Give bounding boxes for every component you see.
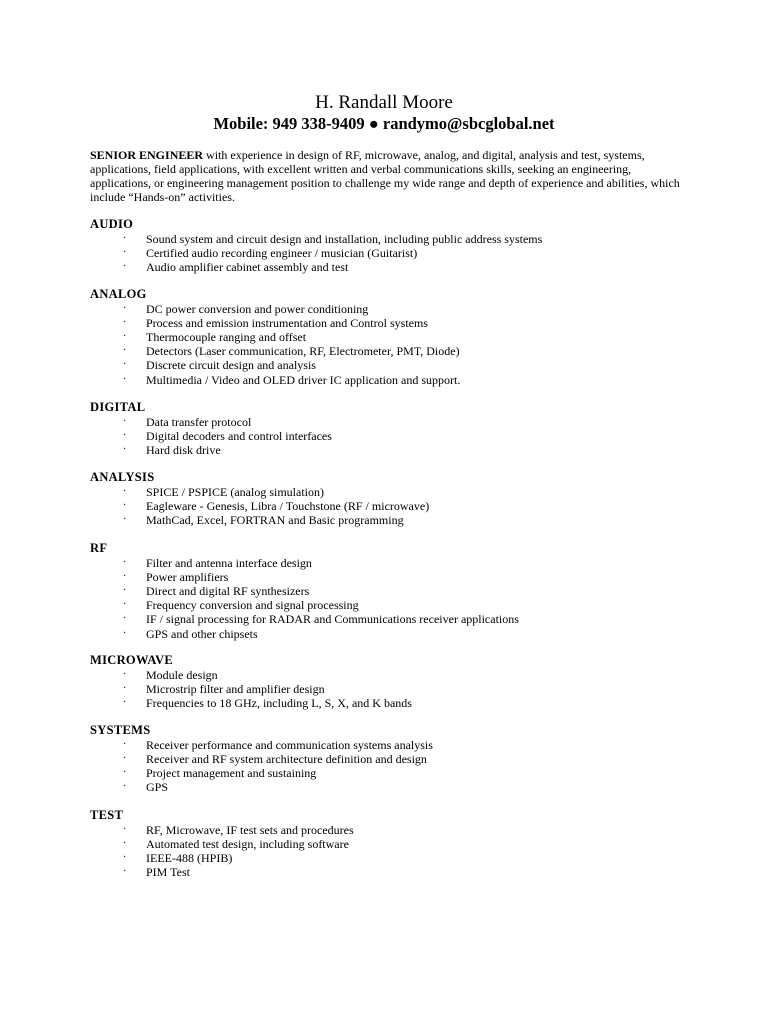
bullet-icon: ·: [123, 571, 127, 583]
section-title-audio: AUDIO: [90, 217, 134, 231]
list-item-text: Hard disk drive: [146, 443, 221, 458]
list-item-text: Automated test design, including software: [146, 837, 349, 852]
list-item-text: Thermocouple ranging and offset: [146, 330, 307, 345]
bullet-icon: ·: [123, 767, 127, 779]
list-item-text: Data transfer protocol: [146, 415, 252, 429]
bullet-icon: ·: [123, 261, 127, 273]
list-item-text: GPS: [146, 780, 169, 795]
bullet-icon: ·: [123, 500, 127, 512]
resume-name: H. Randall Moore: [315, 92, 453, 113]
section-title-analysis: ANALYSIS: [90, 470, 155, 484]
bullet-icon: ·: [123, 303, 127, 314]
bullet-icon: ·: [123, 233, 127, 244]
list-item-text: Certified audio recording engineer / musician (Guitarist): [146, 246, 418, 261]
list-item-text: GPS and other chipsets: [146, 626, 258, 641]
list-item-text: Eagleware - Genesis, Libra / Touchstone (RF / microwave): [146, 499, 430, 514]
bullet-icon: ·: [123, 599, 127, 611]
list-item-text: DC power conversion and power conditioning: [146, 302, 369, 316]
list-item-text: Digital decoders and control interfaces: [146, 429, 332, 444]
bullet-icon: ·: [123, 866, 127, 878]
list-item-text: Microstrip filter and amplifier design: [146, 682, 325, 697]
bullet-icon: ·: [123, 486, 127, 497]
list-item-text: SPICE / PSPICE (analog simulation): [146, 485, 325, 499]
list-item-text: Module design: [146, 668, 218, 682]
list-item-text: Frequency conversion and signal processing: [146, 598, 359, 613]
summary-body: with experience in design of RF, microwave, analog, and digital, analysis and test, systems, applications, field applications, with excellent written and verbal communications skills, seeking an engineering, applications, or engineering management position to challenge my wide range and depth of experience and abilities, which include “Hands-on” activities.: [90, 148, 680, 204]
bullet-icon: ·: [123, 430, 127, 442]
list-item-text: Power amplifiers: [146, 570, 229, 585]
summary-paragraph: [90, 148, 680, 204]
bullet-icon: ·: [123, 838, 127, 850]
section-title-microwave: MICROWAVE: [90, 653, 174, 667]
list-item-text: Receiver performance and communication systems analysis: [146, 738, 433, 752]
bullet-icon: ·: [123, 247, 127, 259]
list-item-text: Frequencies to 18 GHz, including L, S, X, and K bands: [146, 696, 412, 711]
section-title-test: TEST: [90, 808, 124, 822]
bullet-icon: ·: [123, 613, 127, 625]
list-item-text: Discrete circuit design and analysis: [146, 358, 316, 373]
summary-lead: SENIOR ENGINEER: [90, 148, 204, 162]
bullet-icon: ·: [123, 753, 127, 765]
bullet-icon: ·: [123, 373, 127, 385]
bullet-icon: ·: [123, 697, 127, 709]
contact-line: Mobile: 949 338-9409 ● randymo@sbcglobal.net: [213, 114, 555, 133]
list-item-text: RF, Microwave, IF test sets and procedures: [146, 823, 354, 837]
section-title-digital: DIGITAL: [90, 400, 146, 414]
list-item-text: PIM Test: [146, 865, 190, 880]
bullet-icon: ·: [123, 669, 127, 680]
list-item-text: Filter and antenna interface design: [146, 556, 312, 570]
bullet-icon: ·: [123, 852, 127, 864]
list-item-text: Sound system and circuit design and installation, including public address systems: [146, 232, 543, 246]
bullet-icon: ·: [123, 317, 127, 329]
section-title-rf: RF: [90, 541, 108, 555]
list-item-text: IEEE-488 (HPIB): [146, 851, 233, 866]
bullet-icon: ·: [123, 585, 127, 597]
bullet-icon: ·: [123, 416, 127, 427]
list-item-text: Project management and sustaining: [146, 766, 317, 781]
list-item-text: Multimedia / Video and OLED driver IC application and support.: [146, 372, 461, 387]
bullet-icon: ·: [123, 781, 127, 793]
bullet-icon: ·: [123, 444, 127, 456]
bullet-icon: ·: [123, 359, 127, 371]
bullet-icon: ·: [123, 557, 127, 568]
list-item-text: MathCad, Excel, FORTRAN and Basic programming: [146, 513, 404, 528]
list-item-text: Receiver and RF system architecture definition and design: [146, 752, 427, 767]
bullet-icon: ·: [123, 345, 127, 357]
list-item-text: Detectors (Laser communication, RF, Electrometer, PMT, Diode): [146, 344, 460, 359]
bullet-icon: ·: [123, 331, 127, 343]
bullet-icon: ·: [123, 824, 127, 835]
bullet-icon: ·: [123, 683, 127, 695]
bullet-icon: ·: [123, 514, 127, 526]
list-item-text: Process and emission instrumentation and Control systems: [146, 316, 428, 331]
list-item-text: Direct and digital RF synthesizers: [146, 584, 310, 599]
bullet-icon: ·: [123, 739, 127, 750]
list-item-text: Audio amplifier cabinet assembly and test: [146, 260, 349, 275]
section-title-systems: SYSTEMS: [90, 723, 151, 737]
bullet-icon: ·: [123, 627, 127, 639]
list-item-text: IF / signal processing for RADAR and Communications receiver applications: [146, 612, 519, 627]
section-title-analog: ANALOG: [90, 287, 147, 301]
